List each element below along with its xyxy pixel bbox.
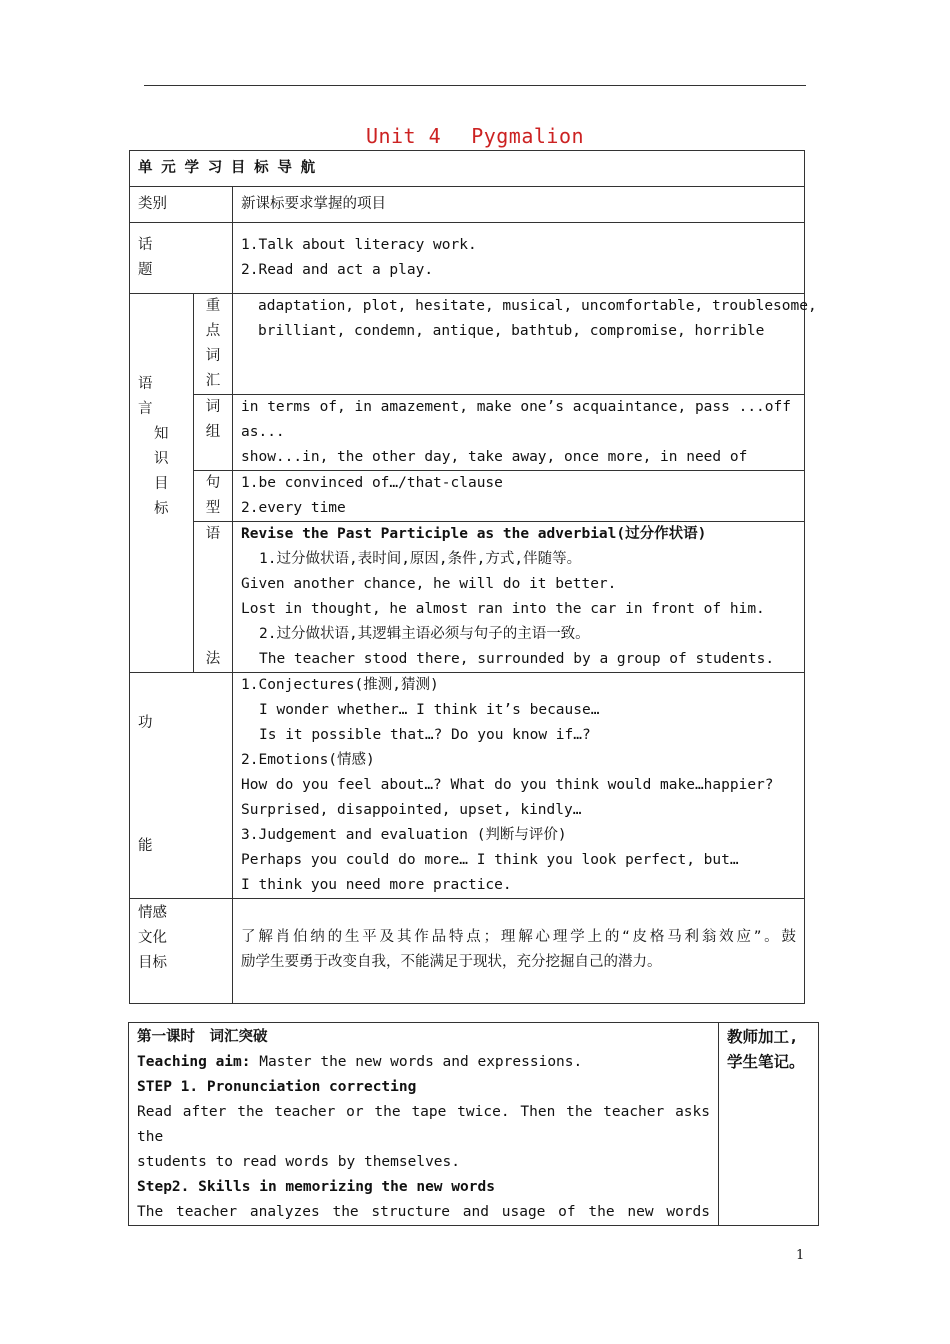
sentence-label: 句 型 [194,471,233,522]
grammar-heading: Revise the Past Participle as the adverbial(过分作状语) [241,526,707,542]
grammar-content: Revise the Past Participle as the adverbial(过分作状语) 1.过分做状语,表时间,原因,条件,方式,伴随等。 Given another chance, he will do it better. Lost in thought, he almost ran into the car in front of him. 2.过分做状语,其逻辑主语必须与句子的主语一致。 The teacher stood there, surrounded by a group of students. [233,522,805,673]
col-category: 类别 [130,187,233,223]
header-rule [144,85,806,86]
culture-content: 了解肖伯纳的生平及其作品特点；理解心理学上的“皮格马利翁效应”。鼓 励学生要勇于改变自我，不能满足于现状，充分挖掘自己的潜力。 [233,899,805,1004]
col-items: 新课标要求掌握的项目 [233,187,805,223]
grammar-label: 语 法 [194,522,233,673]
unit-name: Pygmalion [471,124,585,148]
table-header: 单 元 学 习 目 标 导 航 [130,151,805,187]
step2-heading: Step2. Skills in memorizing the new words [137,1179,495,1195]
page-number: 1 [796,1248,805,1263]
phrases-label: 词 组 [194,395,233,471]
unit-label: Unit 4 [365,124,442,148]
phrases-content: in terms of, in amazement, make one’s acquaintance, pass ...off as... show...in, the other day, take away, once more, in need of [233,395,805,471]
lesson-content: 第一课时 词汇突破 Teaching aim: Master the new words and expressions. STEP 1. Pronunciation correcting Read after the teacher or the tape twice. Then the teacher asks the students to read words by themselves. Step2. Skills in memorizing the new words The teacher analyzes the structure and usage of the new words [129,1023,719,1226]
unit-goals-table [129,150,817,1004]
vocab-content: adaptation, plot, hesitate, musical, uncomfortable, troublesome, brilliant, condemn, antique, bathtub, compromise, horrible [233,294,805,395]
language-label: 语 言 知 识 目 标 [130,294,194,673]
topic-label: 话 题 [130,223,233,294]
lesson-heading: 第一课时 词汇突破 [137,1029,268,1045]
page-title [0,124,950,148]
lesson-table [128,1022,819,1226]
step1-heading: STEP 1. Pronunciation correcting [137,1079,417,1095]
sentence-content: 1.be convinced of…/that-clause 2.every time [233,471,805,522]
function-content: 1.Conjectures(推测,猜测) I wonder whether… I think it’s because… Is it possible that…? Do you know if…? 2.Emotions(情感) How do you feel about…? What do you think would make…happier? Surprised, disappointed, upset, kindly… 3.Judgement and evaluation (判断与评价) Perhaps you could do more… I think you look perfect, but… I think you need more practice. [233,673,805,899]
teacher-notes: 教师加工, 学生笔记。 [719,1023,819,1226]
vocab-label: 重 点 词 汇 [194,294,233,395]
function-label: 功 能 [130,673,233,899]
topic-content: 1.Talk about literacy work. 2.Read and act a play. [233,223,805,294]
culture-label: 情感 文化 目标 [130,899,233,1004]
